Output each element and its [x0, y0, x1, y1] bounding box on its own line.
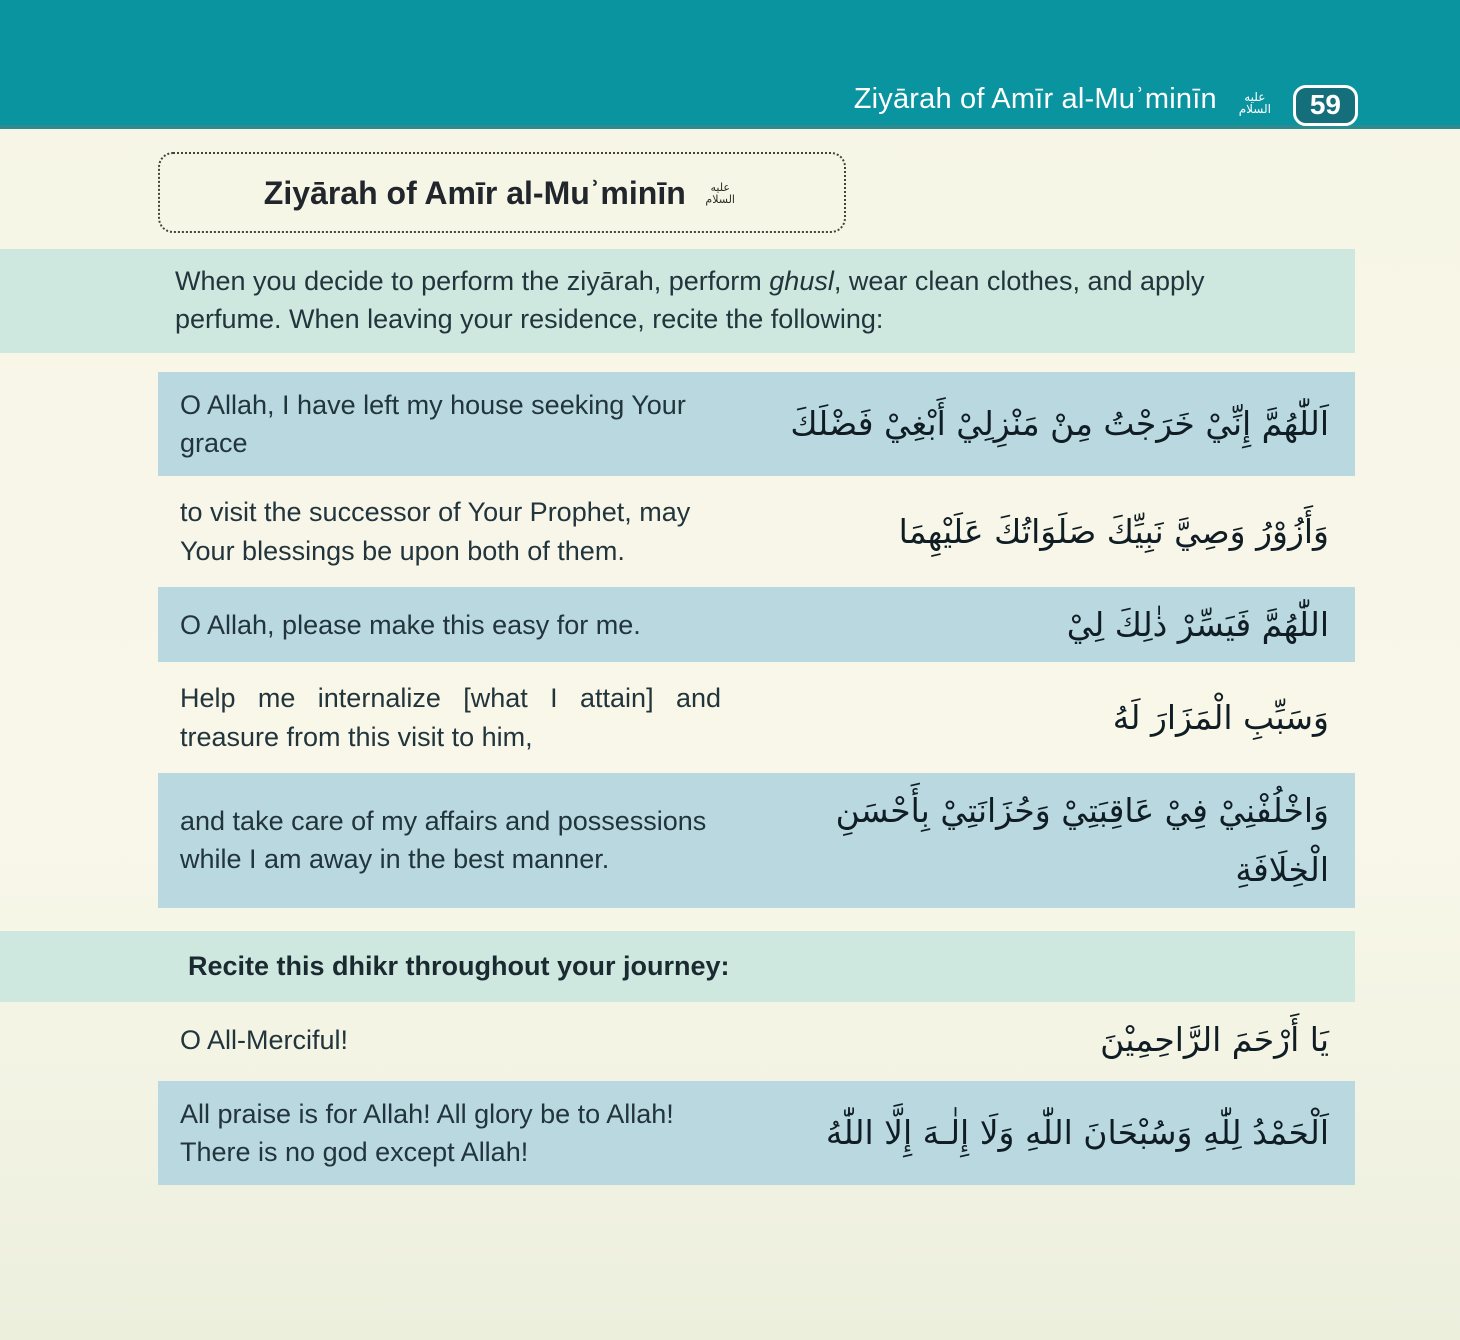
table-row: [158, 1081, 1355, 1186]
intro-text-after: , wear clean clothes, and apply perfume. When leaving your residence, recite the following:: [175, 266, 1205, 335]
chapter-title-box: [158, 152, 846, 233]
table-row: [158, 1002, 1355, 1077]
english-cell: O Allah, please make this easy for me.: [180, 609, 641, 640]
journey-translation-table: [158, 1002, 1355, 1185]
arabic-cell: وَأَزُوْرُ وَصِيَّ نَبِيِّكَ صَلَوَاتُكَ عَلَيْهِمَا: [898, 511, 1329, 551]
journey-dhikr-heading: Recite this dhikr throughout your journey:: [188, 950, 730, 981]
alayhis-salam-calligraphy-icon: عليه السلام: [1238, 89, 1271, 116]
translation-table: [158, 372, 1355, 908]
english-cell: to visit the successor of Your Prophet, may Your blessings be upon both of them.: [180, 497, 691, 566]
journey-dhikr-heading-banner: [0, 931, 1355, 1002]
arabic-cell: اَلْحَمْدُ لِلّٰهِ وَسُبْحَانَ اللّٰهِ وَلَا إِلٰـهَ إِلَّا اللّٰهُ: [825, 1113, 1329, 1153]
english-cell: Help me internalize [what I attain] and treasure from this visit to him,: [180, 683, 721, 752]
arabic-cell: اَللّٰهُمَّ إِنِّيْ خَرَجْتُ مِنْ مَنْزِلِيْ أَبْغِيْ فَضْلَكَ: [790, 404, 1329, 444]
english-cell: and take care of my affairs and possessions while I am away in the best manner.: [180, 806, 707, 875]
table-row: [158, 372, 1355, 477]
table-row: [158, 587, 1355, 662]
arabic-cell: وَاخْلُفْنِيْ فِيْ عَاقِبَتِيْ وَحُزَانَتِيْ بِأَحْسَنِ الْخِلَافَةِ: [835, 791, 1329, 890]
arabic-cell: وَسَبِّبِ الْمَزَارَ لَهُ: [1112, 697, 1329, 737]
intro-instruction-banner: [0, 249, 1355, 353]
arabic-cell: اللّٰهُمَّ فَيَسِّرْ ذٰلِكَ لِيْ: [1066, 604, 1329, 644]
arabic-cell: يَا أَرْحَمَ الرَّاحِمِيْنَ: [1100, 1020, 1329, 1060]
page-title: Ziyārah of Amīr al-Muʾminīn: [263, 175, 686, 211]
intro-text-before: When you decide to perform the ziyārah, perform: [175, 266, 770, 296]
english-cell: All praise is for Allah! All glory be to Allah! There is no god except Allah!: [180, 1098, 674, 1167]
alayhis-salam-calligraphy-icon: عليه السلام: [705, 181, 735, 206]
header-band: [0, 0, 1460, 129]
intro-text-italic-term: ghusl: [769, 266, 834, 296]
english-cell: O Allah, I have left my house seeking Your grace: [180, 389, 686, 458]
page-number-badge: 59: [1293, 85, 1358, 126]
running-header-title: Ziyārah of Amīr al-Muʾminīn: [853, 83, 1217, 115]
table-row: [158, 773, 1355, 908]
table-row: [158, 479, 1355, 584]
table-row: [158, 665, 1355, 770]
english-cell: O All-Merciful!: [180, 1024, 349, 1055]
